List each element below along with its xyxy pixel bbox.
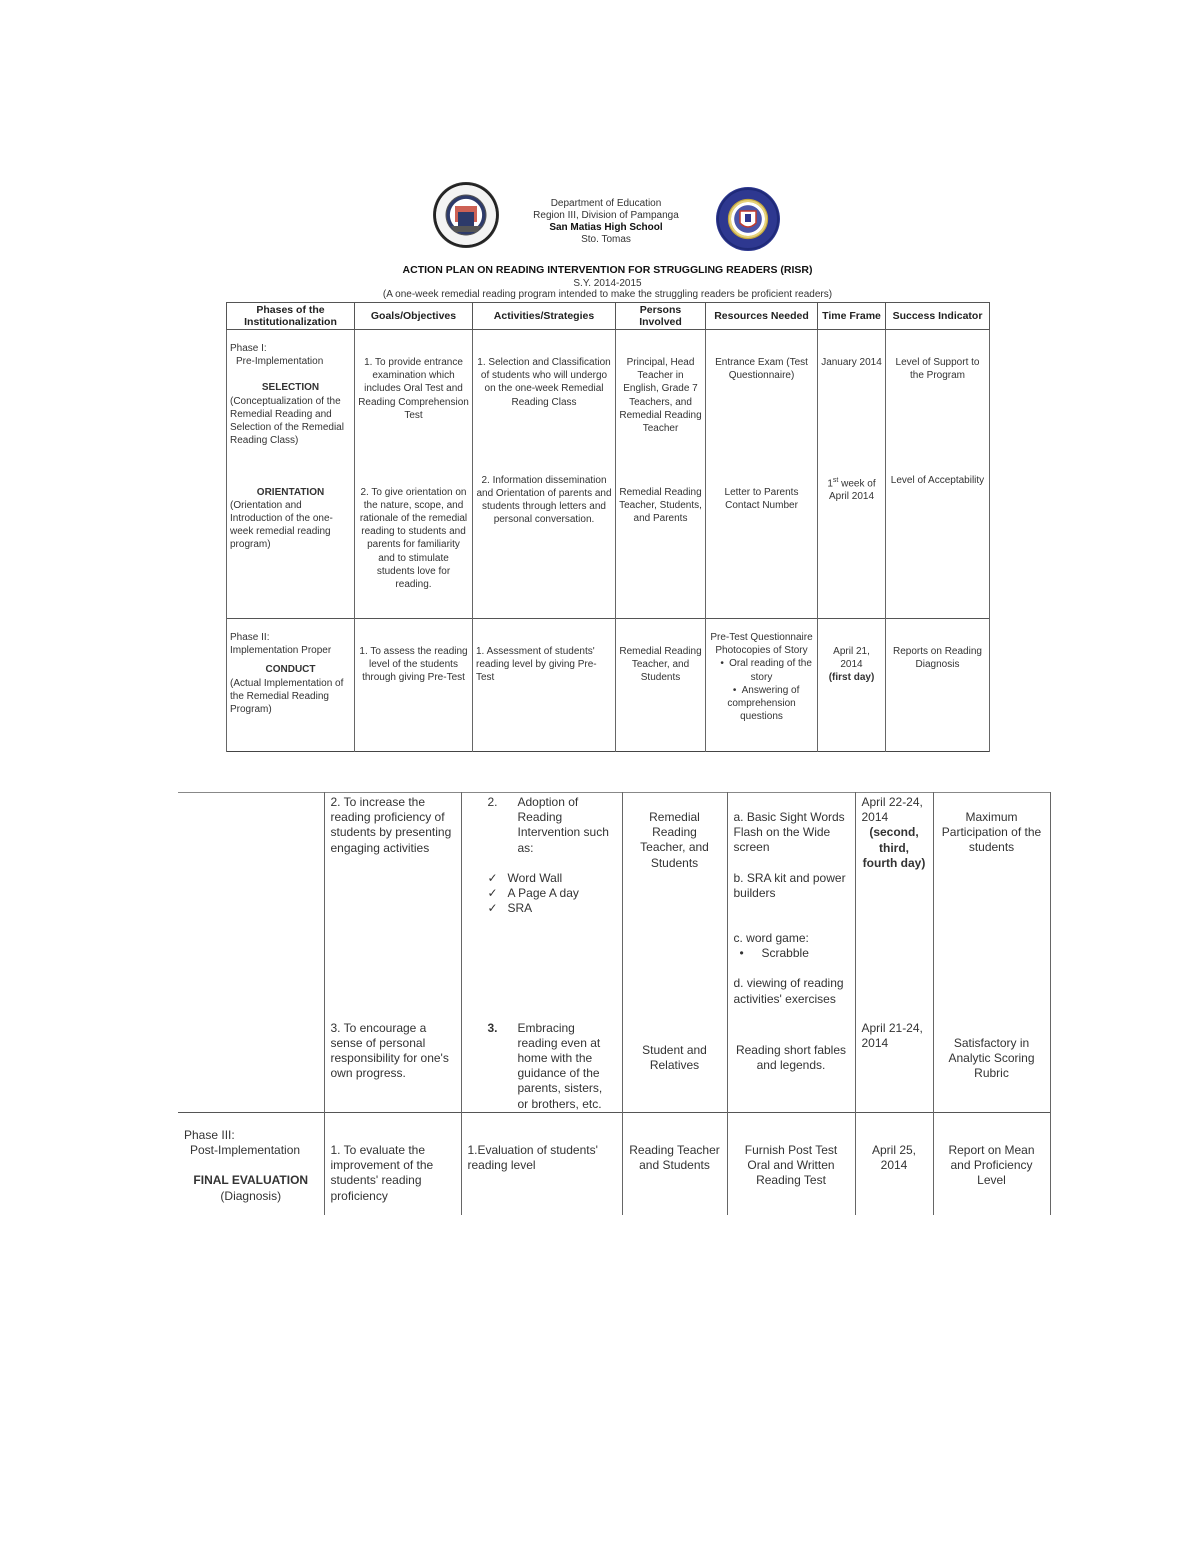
time-day: (first day) [828,672,875,684]
deped-seal-graphic [716,187,780,251]
list-item: • Answering of comprehension questions [709,684,814,724]
resources-cell [706,330,818,474]
activity-number: 2. [487,795,498,809]
indicator-text: Report on Mean and Proficiency Level [948,1143,1035,1188]
persons-text: Student and Relatives [642,1042,707,1072]
activity-cell [473,330,616,474]
deped-seal-logo [716,187,780,251]
orientation-desc: (Orientation and Introduction of the one-week remedial reading program) [230,499,333,551]
final-evaluation-desc: (Diagnosis) [220,1188,282,1203]
resources-d: d. viewing of reading activities' exercises [733,976,844,1006]
school-seal-logo [433,182,499,248]
resources-b: b. SRA kit and power builders [733,870,846,900]
time-number: 1 [827,477,833,489]
indicator-text: Level of Acceptability [890,474,985,486]
school-town: Sto. Tomas [581,234,631,245]
list-item: • Oral reading of the story [709,657,814,683]
persons-text: Remedial Reading Teacher, and Students [640,810,709,870]
final-evaluation-title: FINAL EVALUATION [193,1173,309,1188]
activity-text: 1. Assessment of students' reading level by giving Pre-Test [476,646,597,684]
resources-cell [727,793,855,1021]
activity-cell [461,1021,622,1113]
time-text: April 21, 2014 [833,646,870,671]
time-text: April 22-24, 2014 [861,795,923,825]
persons-cell [616,619,706,752]
indicator-cell [933,1021,1050,1113]
activity-cell [473,619,616,752]
persons-text: Remedial Reading Teacher, and Students [619,646,702,684]
goal-cell [355,330,473,474]
list-item: ✓ A Page A day [480,886,616,901]
col-header-indicator: Success Indicator [886,303,990,330]
indicator-cell [886,330,990,474]
col-header-persons: Persons Involved [616,303,706,330]
phase-name: Post-Implementation [190,1143,301,1158]
phase-cell [227,619,355,752]
goal-cell [324,793,461,1021]
phase-cell [178,1021,324,1113]
time-cell [855,1113,933,1215]
table-row [227,474,990,619]
resources-a: a. Basic Sight Words Flash on the Wide screen [733,810,845,855]
persons-cell [622,1113,727,1215]
phase-name: Implementation Proper [230,645,332,657]
activity-text: 1.Evaluation of students' reading level [467,1143,598,1173]
time-cell [818,474,886,619]
phase-cell [227,474,355,619]
activity-cell [461,793,622,1021]
activity-text: 2. Information dissemination and Orientation of parents and students through letters and personal conversation. [476,474,612,526]
goal-text: 1. To evaluate the improvement of the students' reading proficiency [330,1143,434,1203]
school-name: San Matias High School [549,222,663,233]
phase-name: Pre-Implementation [236,356,324,368]
resources-text: Furnish Post Test Oral and Written Reading Test [744,1143,838,1188]
col-header-goals: Goals/Objectives [355,303,473,330]
conduct-title: CONDUCT [265,664,316,676]
indicator-cell [886,474,990,619]
indicator-text: Level of Support to the Program [895,357,980,382]
persons-text: Reading Teacher and Students [629,1143,720,1173]
table-row [178,793,1050,1021]
orientation-title: ORIENTATION [256,486,325,498]
phase-cell [178,793,324,1021]
resources-text: Entrance Exam (Test Questionnaire) [715,357,808,382]
persons-text: Remedial Reading Teacher, Students, and Parents [619,486,702,524]
department-name: Department of Education [550,198,662,209]
time-text: April 21-24, 2014 [861,1020,923,1050]
time-cell [818,330,886,474]
time-ordinal: st [832,476,839,484]
word-game-list [734,946,849,961]
col-header-phases: Phases of the Institutionalization [227,303,355,330]
phase-cell [227,330,355,474]
document-title: ACTION PLAN ON READING INTERVENTION FOR STRUGGLING READERS (RISR) [402,264,813,276]
goal-text: 1. To assess the reading level of the students through giving Pre-Test [359,646,468,684]
indicator-text: Satisfactory in Analytic Scoring Rubric [948,1035,1035,1080]
activity-text: 1. Selection and Classification of students who will undergo on the one-week Remedial Reading Class [477,357,611,408]
indicator-cell [886,619,990,752]
activity-number: 3. [487,1020,498,1035]
selection-title: SELECTION [261,382,320,394]
phase-label: Phase I: [230,343,267,354]
time-days: (second, third, fourth day) [862,825,926,870]
intervention-list [468,871,616,917]
resources-text: Letter to Parents Contact Number [724,486,799,511]
phase-label: Phase II: [230,632,270,643]
goal-text: 2. To increase the reading proficiency of students by presenting engaging activities [330,795,452,855]
resources-cell [727,1021,855,1113]
goal-cell [324,1021,461,1113]
goal-text: 1. To provide entrance examination which includes Oral Test and Reading Comprehension Test [358,357,469,421]
phase-cell [178,1113,324,1215]
time-cell [855,793,933,1021]
list-item: ✓ Word Wall [480,871,616,886]
persons-cell [622,793,727,1021]
time-text: April 25, 2014 [871,1143,917,1173]
col-header-time: Time Frame [818,303,886,330]
list-item: • Scrabble [734,946,849,961]
activity-cell [473,474,616,619]
indicator-text: Maximum Participation of the students [941,810,1042,855]
activity-text: Embracing reading even at home with the guidance of the parents, sisters, or brothers, etc. [517,1020,603,1111]
table-row [178,1113,1050,1215]
goal-text: 3. To encourage a sense of personal responsibility for one's own progress. [330,1020,449,1081]
region-division: Region III, Division of Pampanga [533,210,679,221]
action-plan-table-page2 [178,792,1051,1215]
activity-cell [461,1113,622,1215]
time-cell [818,619,886,752]
resources-cell [706,619,818,752]
persons-cell [616,474,706,619]
table-row [227,330,990,474]
selection-desc: (Conceptualization of the Remedial Reading and Selection of the Remedial Reading Class) [230,395,344,447]
goal-cell [355,619,473,752]
persons-cell [616,330,706,474]
document-subtitle: (A one-week remedial reading program intended to make the struggling readers be proficient readers) [382,289,833,300]
persons-cell [622,1021,727,1113]
conduct-desc: (Actual Implementation of the Remedial Reading Program) [230,677,344,716]
resources-list [709,657,814,723]
col-header-activities: Activities/Strategies [473,303,616,330]
goal-cell [355,474,473,619]
persons-text: Principal, Head Teacher in English, Grade 7 Teachers, and Remedial Reading Teacher [619,357,702,435]
action-plan-table-page1 [226,302,990,752]
indicator-text: Reports on Reading Diagnosis [893,646,982,671]
goal-text: 2. To give orientation on the nature, scope, and rationale of the remedial reading to students and parents for familiarity and to stimulate students love for reading. [359,486,468,590]
phase-label: Phase III: [184,1128,235,1142]
resources-cell [727,1113,855,1215]
resources-text: Pre-Test Questionnaire Photocopies of Story [710,632,813,657]
time-text: January 2014 [821,357,882,368]
indicator-cell [933,1113,1050,1215]
table-row [227,619,990,752]
indicator-cell [933,793,1050,1021]
resources-c: c. word game: [733,931,809,946]
resources-cell [706,474,818,619]
activity-text: Adoption of Reading Intervention such as: [517,795,609,855]
list-item: ✓ SRA [480,901,616,916]
time-cell [855,1021,933,1113]
school-year: S.Y. 2014-2015 [573,278,642,289]
resources-text: Reading short fables and legends. [735,1042,847,1072]
table-header-row [227,303,990,330]
time-text: week of April 2014 [828,477,876,503]
goal-cell [324,1113,461,1215]
school-seal-graphic [433,182,499,248]
col-header-resources: Resources Needed [706,303,818,330]
table-row [178,1021,1050,1113]
